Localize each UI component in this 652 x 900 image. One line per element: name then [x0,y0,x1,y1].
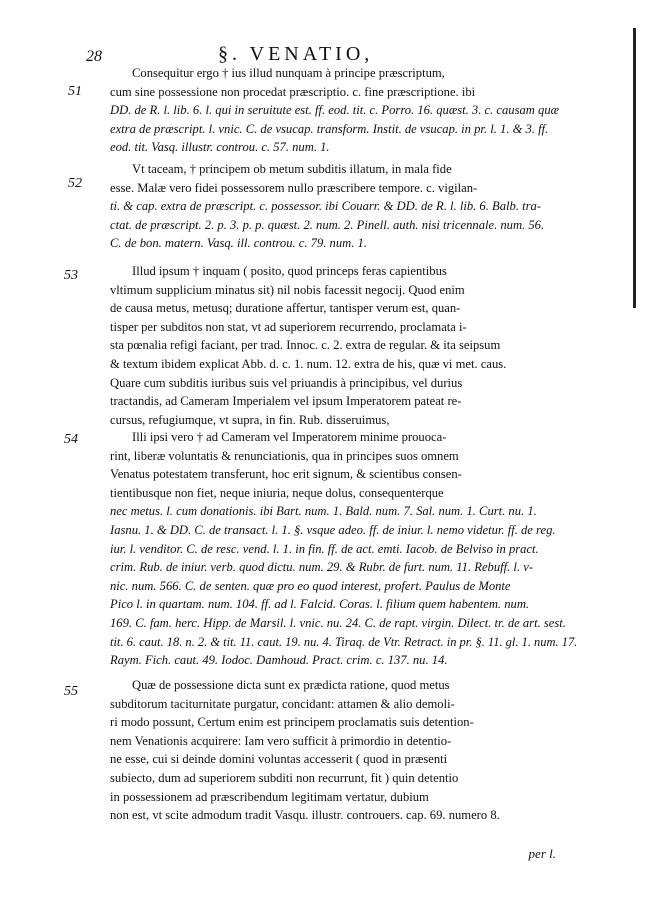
text-line: Quæ de possessione dicta sunt ex prædicta ratione, quod metus [132,678,450,692]
text-line: vltimum supplicium minatus sit) nil nobis facessit negocij. Quod enim [110,282,465,297]
catchword: per l. [528,846,556,861]
text-line: Vt taceam, † principem ob metum subditis illatum, in mala fide [132,162,452,176]
text-line: nec metus. l. cum donationis. ibi Bart. num. 1. Bald. num. 7. Sal. num. 1. Curt. nu. 1. [110,504,537,519]
text-line: de causa metus, metusq; duratione affertur, tantisper verum est, quan- [110,301,461,316]
text-line: & textum ibidem explicat Abb. d. c. 1. num. 12. extra de his, quæ vi met. caus. [110,356,507,371]
paragraph-55 [110,676,578,825]
text-line: Pico l. in quartam. num. 104. ff. ad l. Falcid. Coras. l. filium quem habentem. num. [110,597,530,612]
page-edge-shadow [633,28,636,308]
text-line: tit. 6. caut. 18. n. 2. & tit. 11. caut. 19. nu. 4. Tiraq. de Vtr. Retract. in pr. §. 11. gl. 1. num. 17. [110,634,578,649]
marginal-number: 55 [64,684,78,699]
text-line: nem Venationis acquirere: Iam vero sufficit à primordio in detentio- [110,733,452,748]
text-line: crim. Rub. de iniur. verb. quod dictu. num. 29. & Rubr. de furt. num. 11. Rebuff. l. v- [110,560,534,575]
text-line: Consequitur ergo † ius illud nunquam à principe præscriptum, [132,66,445,80]
paragraph-53 [110,262,578,429]
text-line: ctat. de præscript. 2. p. 3. p. p. quæst. 2. num. 2. Pinell. auth. nisi tricennale. num. 56. [110,217,545,232]
paragraph-51 [110,64,578,157]
text-line: ne esse, cui si deinde domini voluntas accesserit ( quod in præsenti [110,752,448,767]
text-line: sta pœnalia refigi faciant, per trad. Innoc. c. 2. extra de regular. & ita seipsum [110,338,501,353]
paragraph-52 [110,160,578,253]
paragraph-54 [110,428,578,670]
page-number: 28 [86,48,102,65]
text-line: eod. tit. Vasq. illustr. controu. c. 57. num. 1. [110,140,330,155]
text-line: ti. & cap. extra de præscript. c. possessor. ibi Couarr. & DD. de R. l. lib. 6. Balb. tra- [110,199,541,214]
text-line: subditorum taciturnitate purgatur, concidant: attamen & alio demoli- [110,696,455,711]
text-line: C. de bon. matern. Vasq. ill. controu. c. 79. num. 1. [110,236,367,251]
text-line: tractandis, ad Cameram Imperialem vel ipsum Imperatorem pateat re- [110,394,462,409]
text-line: tientibusque non fiet, neque iniuria, neque dolus, consequenterque [110,485,444,500]
running-title: §. VENATIO, [218,43,374,65]
text-line: subiecto, dum ad superiorem subditi non recurrunt, fit ) quin detentio [110,770,459,785]
text-line: Iasnu. 1. & DD. C. de transact. l. 1. §. vsque adeo. ff. de iniur. l. nemo videtur. ff. de reg. [110,522,556,537]
text-line: in possessionem ad præscribendum legitimam vertatur, dubium [110,789,429,804]
text-line: ri modo possunt, Certum enim est principem proclamatis suis detention- [110,715,474,730]
marginal-number: 53 [64,268,78,283]
marginal-number: 52 [68,176,82,191]
text-line: non est, vt scite admodum tradit Vasqu. illustr. controuers. cap. 69. numero 8. [110,808,500,823]
text-line: cum sine possessione non procedat præscriptio. c. fine præscriptione. ibi [110,84,476,99]
text-line: rint, liberæ voluntatis & renunciationis, qua in principes suos omnem [110,448,459,463]
text-line: 169. C. fam. herc. Hipp. de Marsil. l. vnic. nu. 24. C. de rapt. virgin. Dilect. tr. de art. sest. [110,615,566,630]
text-line: extra de præscript. l. vnic. C. de vsucap. transform. Instit. de vsucap. in pr. l. 1. & 3. ff. [110,121,549,136]
text-line: Venatus potestatem transferunt, hoc erit signum, & scientibus consen- [110,467,462,482]
text-line: cursus, refugiumque, vt supra, in fin. Rub. disseruimus, [110,412,390,427]
marginal-number: 51 [68,84,82,99]
text-line: iur. l. venditor. C. de resc. vend. l. 1. in fin. ff. de act. emti. Iacob. de Belviso in pract. [110,541,539,556]
text-line: Raym. Fich. caut. 49. Iodoc. Damhoud. Pract. crim. c. 137. nu. 14. [110,653,448,668]
text-line: Illud ipsum † inquam ( posito, quod princeps feras capientibus [132,264,447,278]
text-line: Quare cum subditis iuribus suis vel priuandis à principibus, vel durius [110,375,463,390]
text-line: DD. de R. l. lib. 6. l. qui in seruitute est. ff. eod. tit. c. Porro. 16. quæst. 3. c. causam quæ [110,103,560,118]
text-line: Illi ipsi vero † ad Cameram vel Imperatorem minime prouoca- [132,430,447,444]
text-line: esse. Malæ vero fidei possessorem nullo præscribere tempore. c. vigilan- [110,180,478,195]
text-line: nic. num. 566. C. de senten. quæ pro eo quod interest, profert. Paulus de Monte [110,578,511,593]
marginal-number: 54 [64,432,78,447]
text-line: tisper per subditos non stat, vt ad superiorem recurrendo, proclamata i- [110,319,467,334]
